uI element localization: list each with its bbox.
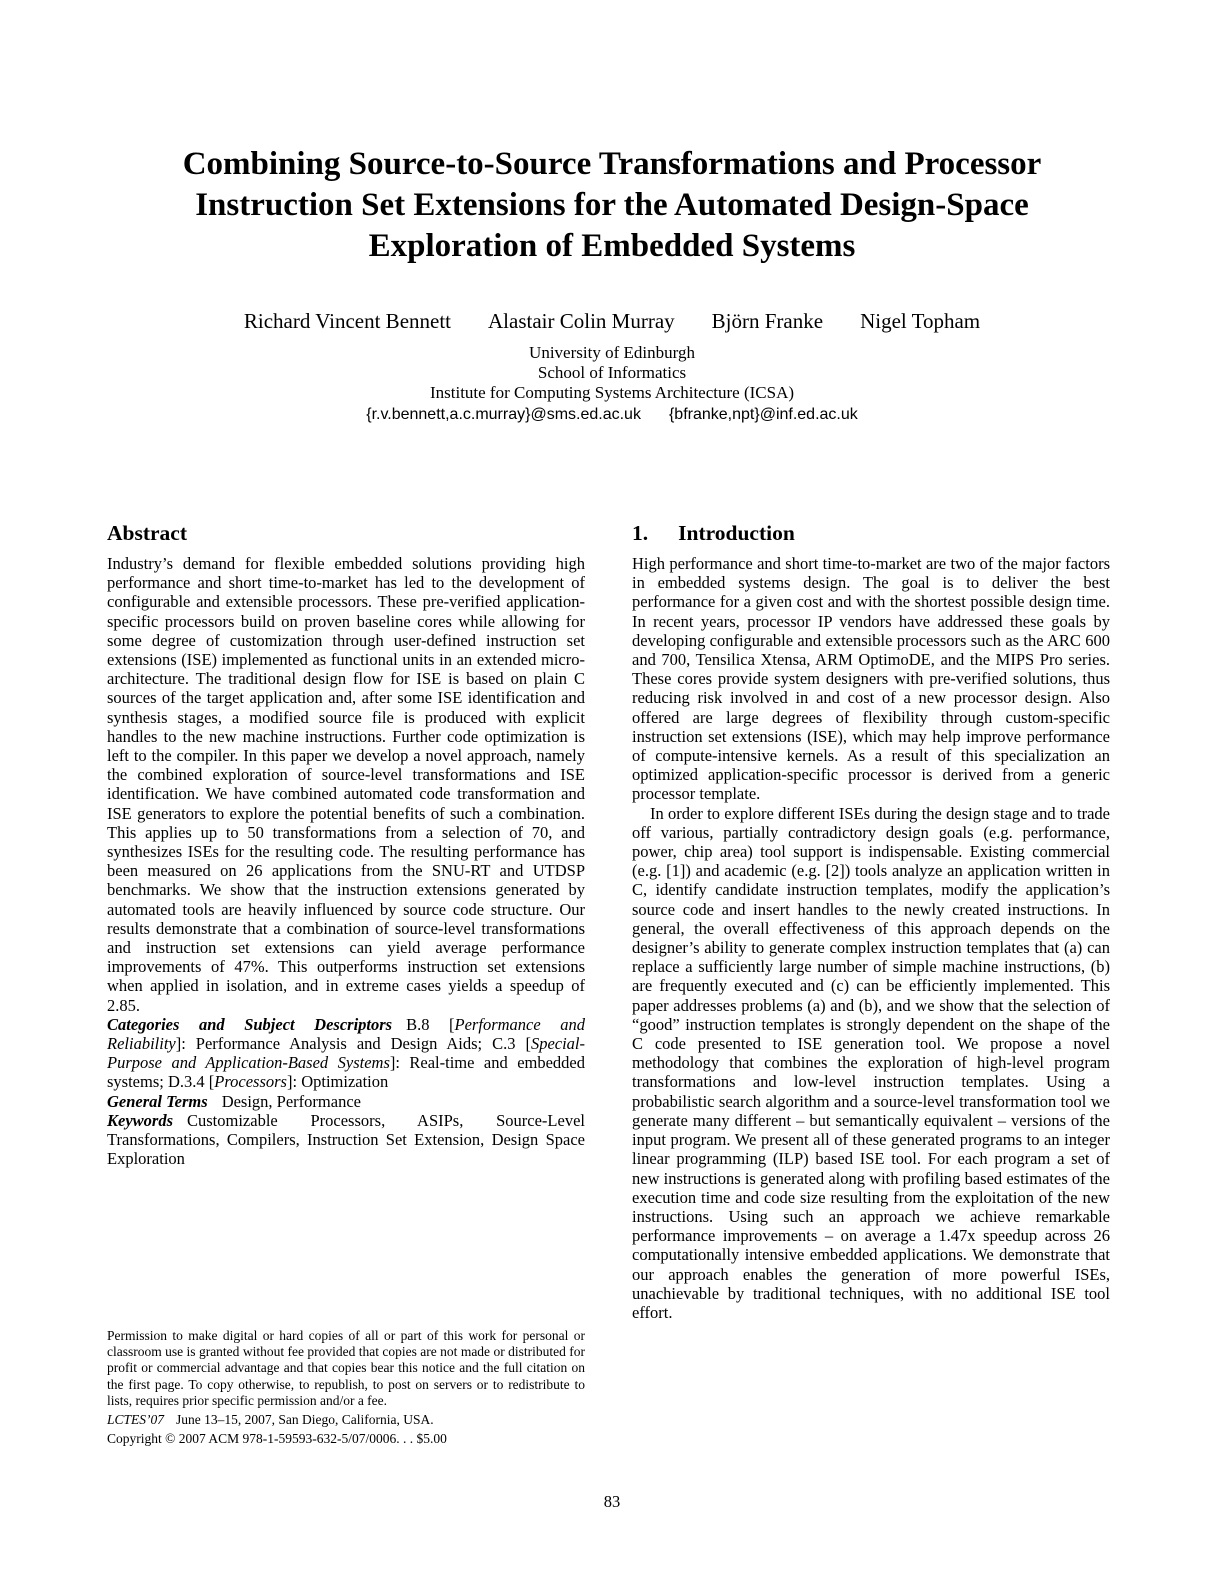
page-number: 83 xyxy=(603,1492,621,1511)
copyright-line: Copyright © 2007 ACM 978-1-59593-632-5/07/0006. . . $5.00 xyxy=(107,1431,447,1447)
left-column xyxy=(107,521,585,1169)
section-number: 1. xyxy=(632,521,649,545)
authors-row xyxy=(0,308,1224,334)
copyright-footnote xyxy=(107,1328,585,1447)
abstract-heading: Abstract xyxy=(107,521,188,545)
email-group: {r.v.bennett,a.c.murray}@sms.ed.ac.uk xyxy=(366,406,641,423)
venue-line xyxy=(107,1412,585,1428)
categories-text: ]: Real-time and embedded systems; D.3.4 [ xyxy=(107,1053,586,1092)
right-column xyxy=(632,521,1110,1322)
introduction-paragraph-1: High performance and short time-to-market are two of the major factors in embedded systems design. The goal is to deliver the best performance for a given cost and with the shortest possible design time. In recent years, processor IP vendors have addressed these goals by developing configurable and extensible processors such as the ARC 600 and 700, Tensilica Xtensa, ARM OptimoDE, and the MIPS Pro series. These cores provide system designers with pre-verified solutions, thus reducing risk involved in and cost of a new processor design. Also offered are large degrees of flexibility through custom-specific instruction set extensions (ISE), which may help improve performance of compute-intensive kernels. As a result of this specialization an optimized application-specific processor is derived from a generic processor template. xyxy=(632,554,1110,804)
categories-text: B.8 [ xyxy=(406,1014,455,1034)
categories-label: Categories and Subject Descriptors xyxy=(107,1014,393,1034)
emails-row xyxy=(0,405,1224,425)
permission-notice: Permission to make digital or hard copies of all or part of this work for personal or classroom use is granted without fee provided that copies are not made or distributed for profit or commercial advantage and that copies bear this notice and the full citation on the first page. To copy otherwise, to republish, to post on servers or to redistribute to lists, requires prior specific permission and/or a fee. xyxy=(107,1328,585,1408)
email-group: {bfranke,npt}@inf.ed.ac.uk xyxy=(668,406,858,423)
author-name: Richard Vincent Bennett xyxy=(243,309,452,333)
paper-title: Combining Source-to-Source Transformations and Processor Instruction Set Extensions for the Automated Design-Space Exploration of Embedded Systems xyxy=(182,146,1042,264)
author-name: Alastair Colin Murray xyxy=(488,309,675,333)
general-terms-text: Design, Performance xyxy=(221,1091,361,1111)
affiliation-block xyxy=(0,343,1224,403)
affiliation-line: Institute for Computing Systems Architecture (ICSA) xyxy=(429,383,795,402)
abstract-body: Industry’s demand for flexible embedded solutions providing high performance and short time-to-market has led to the development of configurable and extensible processors. These pre-verified application-specific processors build on proven baseline cores while allowing for some degree of customization through user-defined instruction set extensions (ISE) implemented as functional units in an extended micro-architecture. The traditional design flow for ISE is based on plain C sources of the target application and, after some ISE identification and synthesis stages, a modified source file is produced with explicit handles to the new machine instructions. Further code optimization is left to the compiler. In this paper we develop a novel approach, namely the combined exploration of source-level transformations and ISE identification. We have combined automated code transformation and ISE generators to explore the potential benefits of such a combination. This applies up to 50 transformations from a selection of 70, and synthesizes ISEs for the resulting code. The resulting performance has been measured on 26 applications from the SNU-RT and UTDSP benchmarks. We show that the instruction extensions generated by automated tools are heavily influenced by source code structure. Our results demonstrate that a combination of source-level transformations and instruction set extensions can yield average performance improvements of 47%. This outperforms instruction set extensions when applied in isolation, and in extreme cases yields a speedup of 2.85. xyxy=(107,554,585,1015)
venue-details: June 13–15, 2007, San Diego, California, USA. xyxy=(176,1412,434,1428)
author-name: Nigel Topham xyxy=(860,309,981,333)
categories-text-italic: Performance and Reliability xyxy=(107,1014,585,1054)
general-terms-paragraph xyxy=(107,1092,585,1111)
categories-paragraph xyxy=(107,1015,585,1092)
introduction-paragraph-2: In order to explore different ISEs during the design stage and to trade off various, partially contradictory design goals (e.g. performance, power, chip area) tool support is indispensable. Existing commercial (e.g. [1]) and academic (e.g. [2]) tools analyze an application written in C, identify candidate instruction templates, modify the application’s source code and insert handles to the newly created instructions. In general, the overall effectiveness of this approach depends on the designer’s ability to generate complex instruction templates that (a) can replace a sufficiently large number of simple machine instructions, (b) are frequently executed and (c) can be efficiently implemented. This paper addresses problems (a) and (b), and we show that the selection of “good” instruction templates is strongly dependent on the shape of the C code presented to ISE generation tool. We propose a novel methodology that combines the exploration of high-level program transformations and low-level instruction templates. Using a probabilistic search algorithm and a source-level transformation tool we generate many different – but semantically equivalent – versions of the input program. We present all of these generated programs to an integer linear programming (ILP) based ISE tool. For each program a set of new instructions is generated along with profiling based estimates of the execution time and code size resulting from the exploitation of the new instructions. Using such an approach we achieve remarkable performance improvements – on average a 1.47x speedup across 26 computationally intensive embedded applications. We demonstrate that our approach enables the generation of more powerful ISEs, unachievable by traditional techniques, with no additional ISE tool effort. xyxy=(632,803,1110,1322)
author-name: Björn Franke xyxy=(711,309,824,333)
keywords-text: Customizable Processors, ASIPs, Source-Level Transformations, Compilers, Instruction Set Extension, Design Space Exploration xyxy=(107,1110,585,1169)
keywords-paragraph xyxy=(107,1111,585,1169)
affiliation-line: School of Informatics xyxy=(537,363,687,382)
general-terms-label: General Terms xyxy=(107,1091,208,1111)
categories-text: ]: Optimization xyxy=(286,1072,389,1092)
categories-text: ]: Performance Analysis and Design Aids; C.3 [ xyxy=(175,1034,531,1054)
section-title: Introduction xyxy=(678,521,795,545)
venue-name: LCTES’07 xyxy=(107,1412,165,1428)
keywords-label: Keywords xyxy=(107,1110,173,1130)
categories-text-italic: Processors xyxy=(214,1072,287,1092)
affiliation-line: University of Edinburgh xyxy=(529,343,695,362)
introduction-heading xyxy=(632,521,1110,546)
categories-text-italic: Special-Purpose and Application-Based Systems xyxy=(107,1034,585,1073)
